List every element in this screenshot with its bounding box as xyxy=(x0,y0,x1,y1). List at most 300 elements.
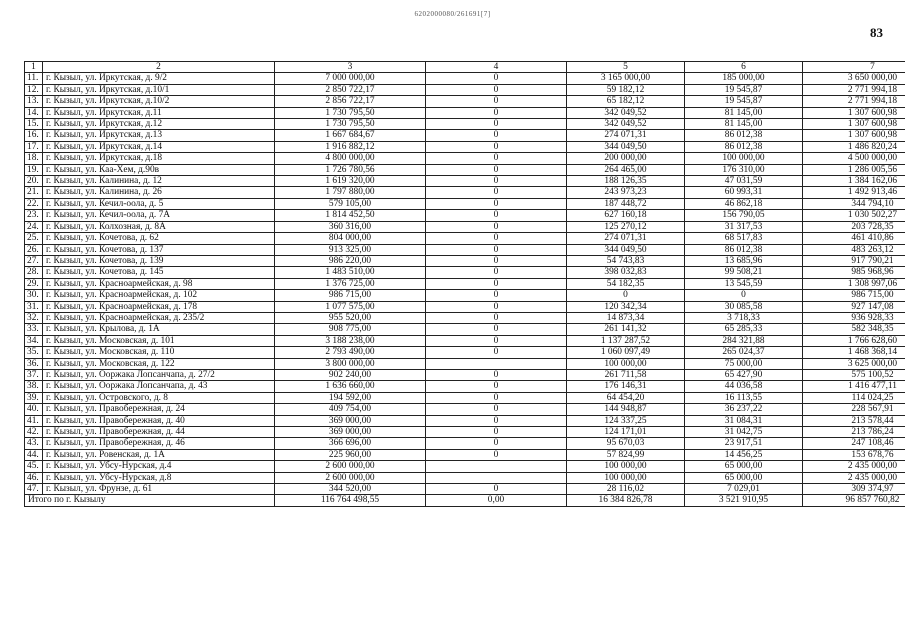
address: г. Кызыл, ул. Ровенская, д. 1А xyxy=(43,449,275,460)
table-row xyxy=(25,438,905,449)
col-3-value: 579 105,00 xyxy=(275,198,426,209)
col-5-value: 124 171,01 xyxy=(567,427,685,438)
col-3-value: 804 000,00 xyxy=(275,233,426,244)
row-number: 44. xyxy=(25,449,43,460)
table-row xyxy=(25,415,905,426)
col-4-value: 0 xyxy=(426,301,567,312)
address: г. Кызыл, ул. Калинина, д. 12 xyxy=(43,176,275,187)
col-3-value: 344 520,00 xyxy=(275,484,426,495)
address: г. Кызыл, ул. Московская, д. 101 xyxy=(43,335,275,346)
col-3-value: 2 793 490,00 xyxy=(275,347,426,358)
col-3-value: 7 000 000,00 xyxy=(275,73,426,84)
col-4-value: 0 xyxy=(426,187,567,198)
table-row xyxy=(25,484,905,495)
col-7-value: 1 307 600,98 xyxy=(803,119,905,130)
col-5-value: 144 948,87 xyxy=(567,404,685,415)
table-header-row xyxy=(25,62,905,73)
row-number: 35. xyxy=(25,347,43,358)
col-6-value: 86 012,38 xyxy=(685,130,803,141)
col-4-value: 0 xyxy=(426,290,567,301)
table-row xyxy=(25,198,905,209)
col-4-value: 0 xyxy=(426,221,567,232)
col-5-value: 274 071,31 xyxy=(567,233,685,244)
col-3-value: 908 775,00 xyxy=(275,324,426,335)
address: г. Кызыл, ул. Кочетова, д. 62 xyxy=(43,233,275,244)
col-4-value: 0 xyxy=(426,73,567,84)
col-3-value: 2 600 000,00 xyxy=(275,472,426,483)
address: г. Кызыл, ул. Ооржака Лопсанчапа, д. 43 xyxy=(43,381,275,392)
row-number: 26. xyxy=(25,244,43,255)
col-6-value: 36 237,22 xyxy=(685,404,803,415)
address: г. Кызыл, ул. Правобережная, д. 44 xyxy=(43,427,275,438)
table-row xyxy=(25,472,905,483)
col-3-value: 986 220,00 xyxy=(275,255,426,266)
address: г. Кызыл, ул. Иркутская, д.14 xyxy=(43,141,275,152)
col-6-value: 47 031,59 xyxy=(685,176,803,187)
col-3-value: 2 600 000,00 xyxy=(275,461,426,472)
col-4-value: 0 xyxy=(426,404,567,415)
col-7-value: 1 307 600,98 xyxy=(803,107,905,118)
col-7-value: 986 715,00 xyxy=(803,290,905,301)
col-7-value: 1 468 368,14 xyxy=(803,347,905,358)
col-5-value: 54 182,35 xyxy=(567,278,685,289)
col-6-value: 65 285,33 xyxy=(685,324,803,335)
table-row xyxy=(25,324,905,335)
col-3-value: 1 376 725,00 xyxy=(275,278,426,289)
col-4-value: 0 xyxy=(426,347,567,358)
col-3-value: 3 800 000,00 xyxy=(275,358,426,369)
col-3-value: 1 619 320,00 xyxy=(275,176,426,187)
col-3-value: 366 696,00 xyxy=(275,438,426,449)
col-4-value: 0 xyxy=(426,484,567,495)
table-row xyxy=(25,96,905,107)
col-5-value: 59 182,12 xyxy=(567,84,685,95)
col-6-value: 81 145,00 xyxy=(685,107,803,118)
header-col-1: 1 xyxy=(25,62,43,73)
address: г. Кызыл, ул. Правобережная, д. 46 xyxy=(43,438,275,449)
col-4-value: 0 xyxy=(426,369,567,380)
table-row xyxy=(25,335,905,346)
col-6-value: 65 000,00 xyxy=(685,461,803,472)
table-row xyxy=(25,255,905,266)
address: г. Кызыл, ул. Кочетова, д. 137 xyxy=(43,244,275,255)
table-row xyxy=(25,301,905,312)
col-7-value: 1 286 005,56 xyxy=(803,164,905,175)
col-7-value: 309 374,97 xyxy=(803,484,905,495)
col-7-value: 2 435 000,00 xyxy=(803,472,905,483)
col-6-value: 65 000,00 xyxy=(685,472,803,483)
col-4-value: 0 xyxy=(426,438,567,449)
header-col-6: 6 xyxy=(685,62,803,73)
col-7-value: 247 108,46 xyxy=(803,438,905,449)
address: г. Кызыл, ул. Московская, д. 110 xyxy=(43,347,275,358)
col-5-value: 3 165 000,00 xyxy=(567,73,685,84)
col-6-value: 86 012,38 xyxy=(685,141,803,152)
row-number: 30. xyxy=(25,290,43,301)
row-number: 20. xyxy=(25,176,43,187)
col-4-value xyxy=(426,472,567,483)
col-5-value: 243 973,23 xyxy=(567,187,685,198)
address: г. Кызыл, ул. Островского, д. 8 xyxy=(43,392,275,403)
col-5-value: 187 448,72 xyxy=(567,198,685,209)
col-3-value: 194 592,00 xyxy=(275,392,426,403)
address: г. Кызыл, ул. Московская, д. 122 xyxy=(43,358,275,369)
col-7-value: 483 263,12 xyxy=(803,244,905,255)
table-row xyxy=(25,130,905,141)
col-6-value: 31 084,31 xyxy=(685,415,803,426)
table-row xyxy=(25,267,905,278)
col-7-value: 114 024,25 xyxy=(803,392,905,403)
col-5-value: 627 160,18 xyxy=(567,210,685,221)
address: г. Кызыл, ул. Красноармейская, д. 98 xyxy=(43,278,275,289)
col-6-value: 68 517,83 xyxy=(685,233,803,244)
col-6-value: 30 085,58 xyxy=(685,301,803,312)
col-5-value: 176 146,31 xyxy=(567,381,685,392)
col-6-value: 60 993,31 xyxy=(685,187,803,198)
col-4-value: 0 xyxy=(426,335,567,346)
table-row xyxy=(25,210,905,221)
col-5-value: 64 454,20 xyxy=(567,392,685,403)
col-6-value: 265 024,37 xyxy=(685,347,803,358)
col-4-value xyxy=(426,358,567,369)
address: г. Кызыл, ул. Ооржака Лопсанчапа, д. 27/2 xyxy=(43,369,275,380)
row-number: 17. xyxy=(25,141,43,152)
col-5-value: 1 137 287,52 xyxy=(567,335,685,346)
col-7-value: 4 500 000,00 xyxy=(803,153,905,164)
col-6-value: 284 321,88 xyxy=(685,335,803,346)
col-6-value: 176 310,00 xyxy=(685,164,803,175)
col-5-value: 100 000,00 xyxy=(567,472,685,483)
col-7-value: 461 410,86 xyxy=(803,233,905,244)
header-col-2: 2 xyxy=(43,62,275,73)
table-row xyxy=(25,392,905,403)
col-5-value: 344 049,50 xyxy=(567,244,685,255)
col-7-value: 1 486 820,24 xyxy=(803,141,905,152)
row-number: 29. xyxy=(25,278,43,289)
col-7-value: 1 492 913,46 xyxy=(803,187,905,198)
col-7-value: 3 625 000,00 xyxy=(803,358,905,369)
col-7-value: 927 147,08 xyxy=(803,301,905,312)
col-6-value: 65 427,90 xyxy=(685,369,803,380)
col-3-value: 1 483 510,00 xyxy=(275,267,426,278)
address: г. Кызыл, ул. Красноармейская, д. 235/2 xyxy=(43,312,275,323)
row-number: 13. xyxy=(25,96,43,107)
table-row xyxy=(25,233,905,244)
col-4-value: 0 xyxy=(426,210,567,221)
address: г. Кызыл, ул. Крылова, д. 1А xyxy=(43,324,275,335)
table-row xyxy=(25,119,905,130)
col-6-value: 44 036,58 xyxy=(685,381,803,392)
row-number: 19. xyxy=(25,164,43,175)
row-number: 28. xyxy=(25,267,43,278)
col-6-value: 31 042,75 xyxy=(685,427,803,438)
address: г. Кызыл, ул. Убсу-Нурская, д.4 xyxy=(43,461,275,472)
table-row xyxy=(25,358,905,369)
table-row xyxy=(25,461,905,472)
col-4-value: 0 xyxy=(426,164,567,175)
header-col-3: 3 xyxy=(275,62,426,73)
row-number: 16. xyxy=(25,130,43,141)
col-7-value: 228 567,91 xyxy=(803,404,905,415)
col-7-value: 203 728,35 xyxy=(803,221,905,232)
col-3-value: 1 797 880,00 xyxy=(275,187,426,198)
col-3-value: 1 916 882,12 xyxy=(275,141,426,152)
row-number: 40. xyxy=(25,404,43,415)
row-number: 32. xyxy=(25,312,43,323)
document-id: 6202000080/261691[7] xyxy=(414,10,491,18)
col-7-value: 917 790,21 xyxy=(803,255,905,266)
header-col-7: 7 xyxy=(803,62,905,73)
row-number: 41. xyxy=(25,415,43,426)
col-5-value: 124 337,25 xyxy=(567,415,685,426)
col-5-value: 342 049,52 xyxy=(567,107,685,118)
col-6-value: 100 000,00 xyxy=(685,153,803,164)
col-6-value: 19 545,87 xyxy=(685,96,803,107)
col-6-value: 7 029,01 xyxy=(685,484,803,495)
col-6-value: 86 012,38 xyxy=(685,244,803,255)
table-row xyxy=(25,73,905,84)
col-5-value: 0 xyxy=(567,290,685,301)
col-7-value: 213 786,24 xyxy=(803,427,905,438)
col-3-value: 1 077 575,00 xyxy=(275,301,426,312)
address: г. Кызыл, ул. Иркутская, д.12 xyxy=(43,119,275,130)
row-number: 21. xyxy=(25,187,43,198)
col-3-value: 1 726 780,56 xyxy=(275,164,426,175)
col-7-value: 3 650 000,00 xyxy=(803,73,905,84)
total-col-7: 96 857 760,82 xyxy=(803,495,905,506)
address: г. Кызыл, ул. Правобережная, д. 24 xyxy=(43,404,275,415)
table-row xyxy=(25,427,905,438)
total-row xyxy=(25,495,905,506)
table-row xyxy=(25,312,905,323)
col-5-value: 342 049,52 xyxy=(567,119,685,130)
col-5-value: 57 824,99 xyxy=(567,449,685,460)
col-4-value: 0 xyxy=(426,233,567,244)
col-4-value: 0 xyxy=(426,141,567,152)
col-3-value: 1 636 660,00 xyxy=(275,381,426,392)
table-row xyxy=(25,164,905,175)
address: г. Кызыл, ул. Иркутская, д.10/2 xyxy=(43,96,275,107)
table-row xyxy=(25,290,905,301)
row-number: 39. xyxy=(25,392,43,403)
col-5-value: 188 126,35 xyxy=(567,176,685,187)
col-7-value: 1 308 997,06 xyxy=(803,278,905,289)
col-5-value: 264 465,00 xyxy=(567,164,685,175)
col-3-value: 986 715,00 xyxy=(275,290,426,301)
col-4-value: 0 xyxy=(426,427,567,438)
page-number: 83 xyxy=(870,25,883,40)
table-row xyxy=(25,369,905,380)
col-3-value: 2 850 722,17 xyxy=(275,84,426,95)
col-5-value: 95 670,03 xyxy=(567,438,685,449)
col-5-value: 54 743,83 xyxy=(567,255,685,266)
col-4-value: 0 xyxy=(426,255,567,266)
col-7-value: 1 416 477,11 xyxy=(803,381,905,392)
row-number: 43. xyxy=(25,438,43,449)
col-4-value: 0 xyxy=(426,267,567,278)
col-4-value: 0 xyxy=(426,153,567,164)
col-4-value: 0 xyxy=(426,130,567,141)
col-5-value: 200 000,00 xyxy=(567,153,685,164)
col-4-value: 0 xyxy=(426,324,567,335)
row-number: 38. xyxy=(25,381,43,392)
col-4-value: 0 xyxy=(426,278,567,289)
address: г. Кызыл, ул. Кочетова, д. 145 xyxy=(43,267,275,278)
col-6-value: 46 862,18 xyxy=(685,198,803,209)
table-row xyxy=(25,278,905,289)
col-5-value: 65 182,12 xyxy=(567,96,685,107)
col-3-value: 2 856 722,17 xyxy=(275,96,426,107)
address: г. Кызыл, ул. Калинина, д. 26 xyxy=(43,187,275,198)
total-label: Итого по г. Кызылу xyxy=(25,495,275,506)
col-7-value: 153 678,76 xyxy=(803,449,905,460)
col-4-value: 0 xyxy=(426,176,567,187)
table-row xyxy=(25,84,905,95)
row-number: 33. xyxy=(25,324,43,335)
col-6-value: 31 317,53 xyxy=(685,221,803,232)
col-5-value: 100 000,00 xyxy=(567,358,685,369)
col-4-value: 0 xyxy=(426,415,567,426)
row-number: 18. xyxy=(25,153,43,164)
col-3-value: 369 000,00 xyxy=(275,415,426,426)
row-number: 37. xyxy=(25,369,43,380)
col-5-value: 261 711,58 xyxy=(567,369,685,380)
col-6-value: 14 456,25 xyxy=(685,449,803,460)
col-6-value: 0 xyxy=(685,290,803,301)
col-6-value: 13 545,59 xyxy=(685,278,803,289)
col-7-value: 1 384 162,06 xyxy=(803,176,905,187)
row-number: 42. xyxy=(25,427,43,438)
col-3-value: 1 730 795,50 xyxy=(275,119,426,130)
col-4-value: 0 xyxy=(426,381,567,392)
total-col-3: 116 764 498,55 xyxy=(275,495,426,506)
col-5-value: 28 116,02 xyxy=(567,484,685,495)
col-7-value: 936 928,33 xyxy=(803,312,905,323)
col-4-value: 0 xyxy=(426,119,567,130)
col-4-value: 0 xyxy=(426,96,567,107)
address: г. Кызыл, ул. Иркутская, д.11 xyxy=(43,107,275,118)
row-number: 27. xyxy=(25,255,43,266)
address: г. Кызыл, ул. Каа-Хем, д.90в xyxy=(43,164,275,175)
table-row xyxy=(25,153,905,164)
col-5-value: 398 032,83 xyxy=(567,267,685,278)
address: г. Кызыл, ул. Иркутская, д. 9/2 xyxy=(43,73,275,84)
table-row xyxy=(25,347,905,358)
col-5-value: 125 270,12 xyxy=(567,221,685,232)
col-7-value: 582 348,35 xyxy=(803,324,905,335)
row-number: 31. xyxy=(25,301,43,312)
col-6-value: 13 685,96 xyxy=(685,255,803,266)
table-row xyxy=(25,404,905,415)
col-7-value: 1 766 628,60 xyxy=(803,335,905,346)
address: г. Кызыл, ул. Иркутская, д.18 xyxy=(43,153,275,164)
col-5-value: 100 000,00 xyxy=(567,461,685,472)
address: г. Кызыл, ул. Убсу-Нурская, д.8 xyxy=(43,472,275,483)
col-3-value: 369 000,00 xyxy=(275,427,426,438)
col-7-value: 344 794,10 xyxy=(803,198,905,209)
data-table-container xyxy=(24,61,905,507)
col-3-value: 409 754,00 xyxy=(275,404,426,415)
table-row xyxy=(25,221,905,232)
row-number: 11. xyxy=(25,73,43,84)
col-7-value: 575 100,52 xyxy=(803,369,905,380)
col-4-value: 0 xyxy=(426,244,567,255)
col-6-value: 23 917,51 xyxy=(685,438,803,449)
row-number: 25. xyxy=(25,233,43,244)
row-number: 36. xyxy=(25,358,43,369)
col-4-value: 0 xyxy=(426,84,567,95)
col-3-value: 1 730 795,50 xyxy=(275,107,426,118)
col-6-value: 99 508,21 xyxy=(685,267,803,278)
col-3-value: 360 316,00 xyxy=(275,221,426,232)
address: г. Кызыл, ул. Кечил-оола, д. 7А xyxy=(43,210,275,221)
header-col-5: 5 xyxy=(567,62,685,73)
col-4-value: 0 xyxy=(426,449,567,460)
table-row xyxy=(25,176,905,187)
address: г. Кызыл, ул. Кочетова, д. 139 xyxy=(43,255,275,266)
col-4-value: 0 xyxy=(426,198,567,209)
address: г. Кызыл, ул. Иркутская, д.13 xyxy=(43,130,275,141)
col-7-value: 1 307 600,98 xyxy=(803,130,905,141)
data-table xyxy=(24,61,905,507)
address: г. Кызыл, ул. Иркутская, д.10/1 xyxy=(43,84,275,95)
col-4-value: 0 xyxy=(426,392,567,403)
address: г. Кызыл, ул. Красноармейская, д. 102 xyxy=(43,290,275,301)
col-6-value: 75 000,00 xyxy=(685,358,803,369)
address: г. Кызыл, ул. Красноармейская, д. 178 xyxy=(43,301,275,312)
total-col-4: 0,00 xyxy=(426,495,567,506)
row-number: 45. xyxy=(25,461,43,472)
col-6-value: 185 000,00 xyxy=(685,73,803,84)
col-3-value: 225 960,00 xyxy=(275,449,426,460)
table-row xyxy=(25,107,905,118)
col-5-value: 274 071,31 xyxy=(567,130,685,141)
row-number: 24. xyxy=(25,221,43,232)
col-6-value: 156 790,05 xyxy=(685,210,803,221)
col-3-value: 955 520,00 xyxy=(275,312,426,323)
col-3-value: 913 325,00 xyxy=(275,244,426,255)
col-4-value: 0 xyxy=(426,312,567,323)
col-5-value: 14 873,34 xyxy=(567,312,685,323)
col-3-value: 902 240,00 xyxy=(275,369,426,380)
row-number: 22. xyxy=(25,198,43,209)
col-6-value: 16 113,55 xyxy=(685,392,803,403)
col-7-value: 985 968,96 xyxy=(803,267,905,278)
col-5-value: 1 060 097,49 xyxy=(567,347,685,358)
col-6-value: 81 145,00 xyxy=(685,119,803,130)
total-col-5: 16 384 826,78 xyxy=(567,495,685,506)
address: г. Кызыл, ул. Колхозная, д. 8А xyxy=(43,221,275,232)
row-number: 23. xyxy=(25,210,43,221)
col-7-value: 2 435 000,00 xyxy=(803,461,905,472)
col-7-value: 2 771 994,18 xyxy=(803,96,905,107)
row-number: 15. xyxy=(25,119,43,130)
col-4-value xyxy=(426,461,567,472)
table-body xyxy=(25,73,905,495)
col-5-value: 344 049,50 xyxy=(567,141,685,152)
col-3-value: 3 188 238,00 xyxy=(275,335,426,346)
row-number: 46. xyxy=(25,472,43,483)
col-7-value: 213 578,44 xyxy=(803,415,905,426)
col-3-value: 1 814 452,50 xyxy=(275,210,426,221)
row-number: 12. xyxy=(25,84,43,95)
address: г. Кызыл, ул. Правобережная, д. 40 xyxy=(43,415,275,426)
table-row xyxy=(25,381,905,392)
col-6-value: 3 718,33 xyxy=(685,312,803,323)
row-number: 47. xyxy=(25,484,43,495)
address: г. Кызыл, ул. Кечил-оола, д. 5 xyxy=(43,198,275,209)
col-7-value: 2 771 994,18 xyxy=(803,84,905,95)
